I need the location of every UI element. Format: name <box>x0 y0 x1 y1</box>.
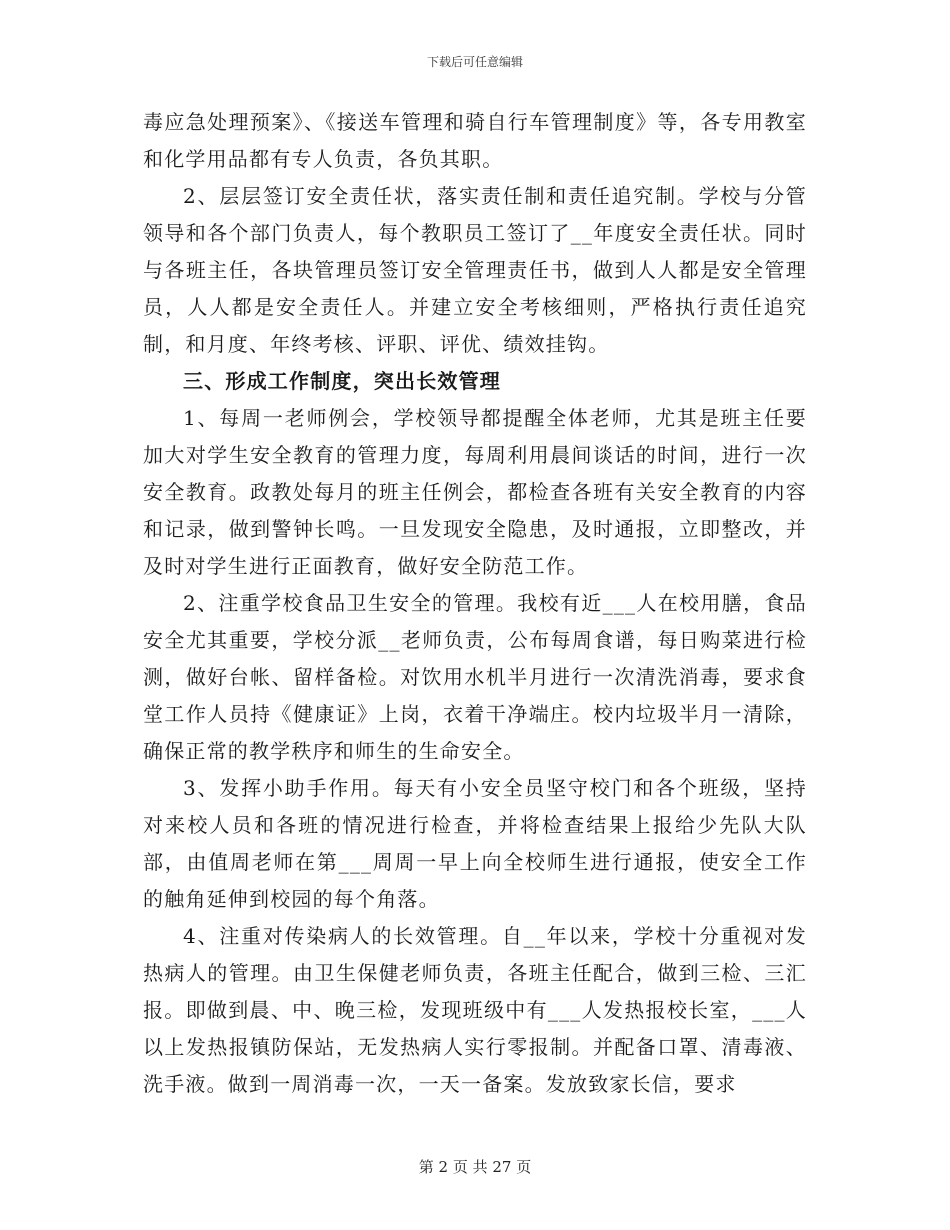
paragraph-continuation: 毒应急处理预案》、《接送车管理和骑自行车管理制度》等，各专用教室和化学用品都有专人负责，各负其职。 <box>143 110 807 171</box>
paragraph-responsibility: 2、层层签订安全责任状，落实责任制和责任追究制。学校与分管领导和各个部门负责人，每个教职员工签订了__年度安全责任状。同时与各班主任，各块管理员签订安全管理责任书，做到人人都是安全管理员，人人都是安全责任人。并建立安全考核细则，严格执行责任追究制，和月度、年终考核、评职、评优、绩效挂钩。 <box>143 184 807 356</box>
paragraph-food-safety: 2、注重学校食品卫生安全的管理。我校有近___人在校用膳，食品安全尤其重要，学校分派__老师负责，公布每周食谱，每日购菜进行检测，做好台帐、留样备检。对饮用水机半月进行一次清洗消毒，要求食堂工作人员持《健康证》上岗，衣着干净端庄。校内垃圾半月一清除，确保正常的教学秩序和师生的生命安全。 <box>143 591 807 763</box>
paragraph-helpers: 3、发挥小助手作用。每天有小安全员坚守校门和各个班级，坚持对来校人员和各班的情况进行检查，并将检查结果上报给少先队大队部，由值周老师在第___周周一早上向全校师生进行通报，使安全工作的触角延伸到校园的每个角落。 <box>143 776 807 911</box>
document-body <box>143 104 807 1103</box>
paragraph-infection-control: 4、注重对传染病人的长效管理。自__年以来，学校十分重视对发热病人的管理。由卫生保健老师负责，各班主任配合，做到三检、三汇报。即做到晨、中、晚三检，发现班级中有___人发热报校长室，___人以上发热报镇防保站，无发热病人实行零报制。并配备口罩、清毒液、洗手液。做到一周消毒一次，一天一备案。发放致家长信，要求 <box>143 924 807 1096</box>
header-note: 下载后可任意编辑 <box>426 55 523 69</box>
section-heading: 三、形成工作制度，突出长效管理 <box>183 369 501 393</box>
page-number: 第 2 页 共 27 页 <box>418 1158 532 1176</box>
paragraph-weekly-meeting: 1、每周一老师例会，学校领导都提醒全体老师，尤其是班主任要加大对学生安全教育的管理力度，每周利用晨间谈话的时间，进行一次安全教育。政教处每月的班主任例会，都检查各班有关安全教育的内容和记录，做到警钟长鸣。一旦发现安全隐患，及时通报，立即整改，并及时对学生进行正面教育，做好安全防范工作。 <box>143 406 807 578</box>
